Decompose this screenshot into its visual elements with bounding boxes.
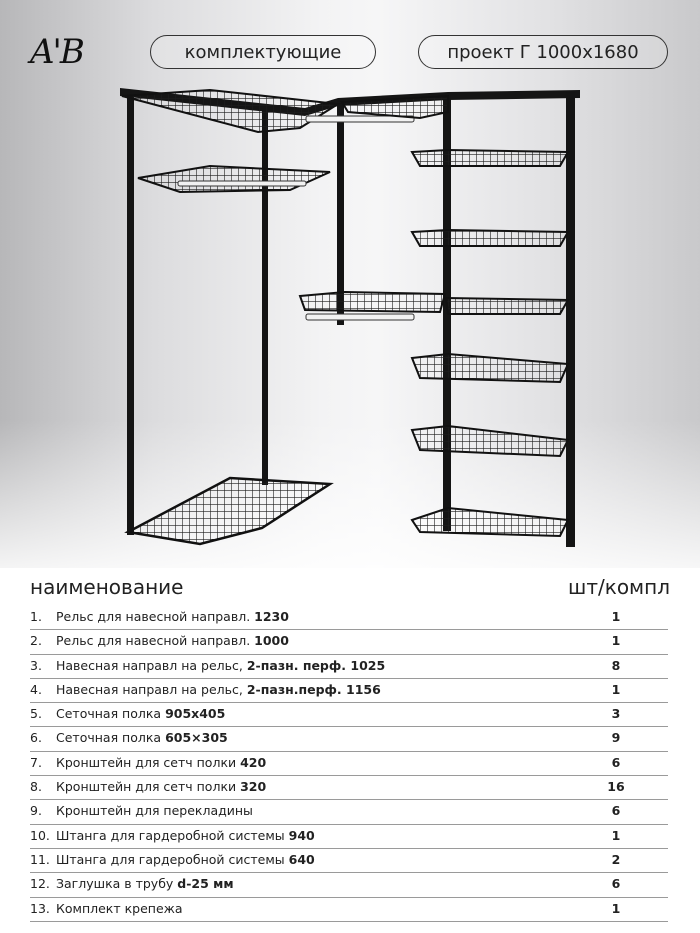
row-number: 13. xyxy=(30,900,50,916)
row-name-spec: 1000 xyxy=(254,633,289,649)
components-table xyxy=(30,606,668,922)
table-row xyxy=(30,825,668,849)
row-name-text: Сеточная полка xyxy=(56,706,166,722)
row-qty: 6 xyxy=(611,754,621,770)
row-number: 10. xyxy=(30,827,50,843)
row-name-text: Навесная направл на рельс, xyxy=(56,657,247,673)
row-number: 1. xyxy=(30,609,42,624)
row-number: 6. xyxy=(30,730,42,746)
row-name-text: Кронштейн для перекладины xyxy=(56,803,253,819)
row-number: 8. xyxy=(30,779,42,795)
row-name xyxy=(56,898,183,920)
row-name xyxy=(56,606,289,628)
table-row xyxy=(30,606,668,630)
row-number: 11. xyxy=(30,851,50,867)
row-number: 7. xyxy=(30,754,42,770)
row-number: 12. xyxy=(30,876,50,892)
row-name-spec: 640 xyxy=(288,851,315,867)
row-name xyxy=(56,873,234,895)
row-qty: 1 xyxy=(611,633,621,649)
row-qty: 9 xyxy=(611,730,621,746)
row-name-text: Комплект крепежа xyxy=(56,900,183,916)
row-name xyxy=(56,800,253,822)
row-qty: 1 xyxy=(611,609,621,624)
row-name-text: Рельс для навесной направл. xyxy=(56,609,255,624)
row-number: 2. xyxy=(30,633,42,649)
row-name xyxy=(56,703,225,725)
row-qty: 8 xyxy=(611,657,621,673)
row-name-text: Кронштейн для сетч полки xyxy=(56,779,241,795)
row-qty: 6 xyxy=(611,876,621,892)
table-row xyxy=(30,898,668,922)
row-name xyxy=(56,825,315,847)
row-name-spec: 420 xyxy=(240,754,267,770)
row-qty: 1 xyxy=(611,827,621,843)
row-name-text: Навесная направл на рельс, xyxy=(56,681,247,697)
row-name-spec: d-25 мм xyxy=(177,876,234,892)
row-name-spec: 1230 xyxy=(254,609,289,624)
project-pill: проект Г 1000x1680 xyxy=(418,35,668,69)
row-name-text: Штанга для гардеробной системы xyxy=(56,827,289,843)
table-row xyxy=(30,873,668,897)
row-qty: 16 xyxy=(607,779,625,795)
row-name-text: Заглушка в трубу xyxy=(56,876,178,892)
table-row xyxy=(30,752,668,776)
table-row xyxy=(30,849,668,873)
row-name-spec: 940 xyxy=(288,827,315,843)
row-name xyxy=(56,776,266,798)
row-number: 9. xyxy=(30,803,42,819)
row-name-text: Кронштейн для сетч полки xyxy=(56,754,241,770)
row-qty: 6 xyxy=(611,803,621,819)
table-row xyxy=(30,727,668,751)
row-name-spec: 905x405 xyxy=(165,706,226,722)
row-name-text: Сеточная полка xyxy=(56,730,166,746)
column-header-name: наименование xyxy=(30,575,184,599)
row-qty: 2 xyxy=(611,851,621,867)
row-name-spec: 320 xyxy=(240,779,267,795)
row-name xyxy=(56,655,385,677)
components-pill: комплектующие xyxy=(150,35,376,69)
row-number: 3. xyxy=(30,657,42,673)
row-qty: 1 xyxy=(611,900,621,916)
table-row xyxy=(30,655,668,679)
row-name xyxy=(56,679,381,701)
table-row xyxy=(30,679,668,703)
row-name xyxy=(56,727,228,749)
row-qty: 1 xyxy=(611,681,621,697)
table-row xyxy=(30,800,668,824)
row-name-text: Штанга для гардеробной системы xyxy=(56,851,289,867)
row-name-spec: 605×305 xyxy=(165,730,228,746)
row-number: 5. xyxy=(30,706,42,722)
table-row xyxy=(30,630,668,654)
row-qty: 3 xyxy=(611,706,621,722)
row-name xyxy=(56,752,266,774)
table-row xyxy=(30,776,668,800)
row-name xyxy=(56,849,315,871)
table-row xyxy=(30,703,668,727)
row-number: 4. xyxy=(30,681,42,697)
brand-logo xyxy=(30,30,114,78)
row-name-spec: 2-пазн.перф. 1156 xyxy=(246,681,381,697)
logo-text: A'B xyxy=(30,32,83,72)
row-name-spec: 2-пазн. перф. 1025 xyxy=(246,657,386,673)
row-name-text: Рельс для навесной направл. xyxy=(56,633,255,649)
row-name xyxy=(56,630,289,652)
column-header-qty: шт/компл xyxy=(568,575,670,599)
